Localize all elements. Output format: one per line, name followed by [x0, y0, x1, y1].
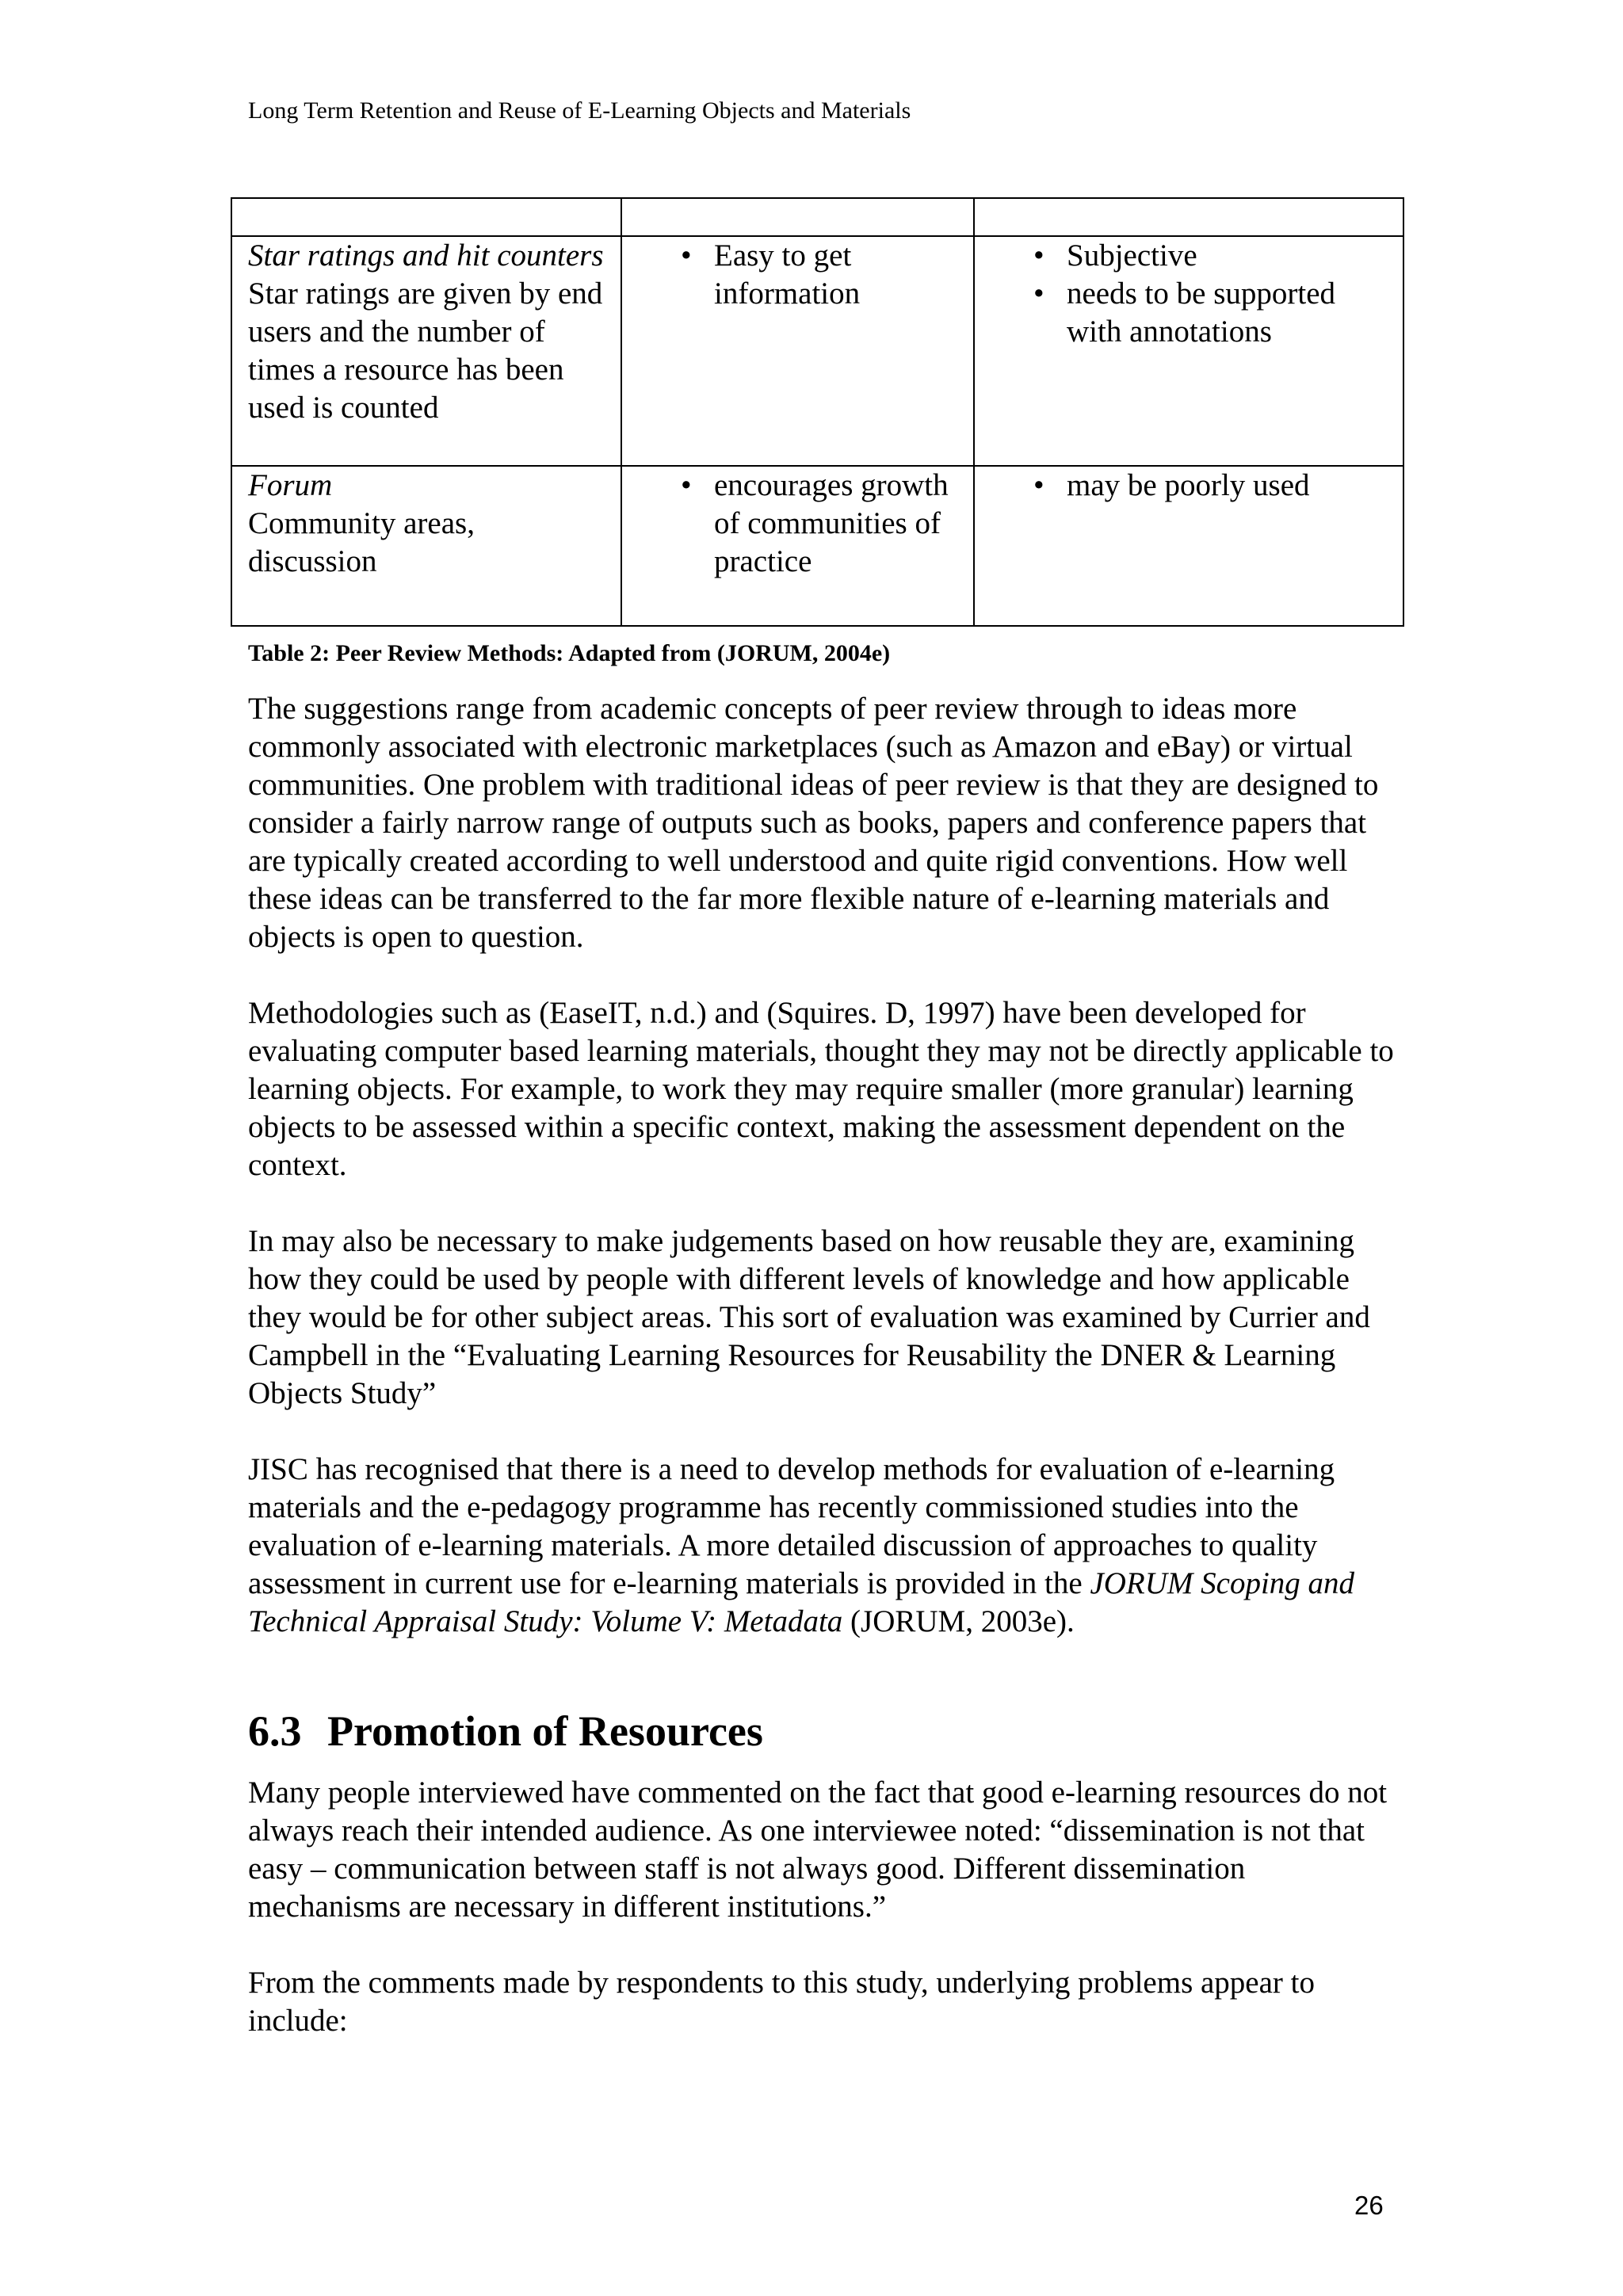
section-number: 6.3: [248, 1707, 302, 1755]
advantages-cell: [621, 466, 974, 626]
method-cell: [231, 466, 621, 626]
list-item: • Subjective: [991, 237, 1392, 275]
method-description: Star ratings are given by end users and the number of times a resource has been used is counted: [248, 277, 603, 425]
table-row: [231, 198, 1403, 236]
advantages-list: [638, 237, 962, 313]
disadvantages-list: [991, 237, 1392, 351]
paragraph: The suggestions range from academic concepts of peer review through to ideas more commonly associated with electronic marketplaces (such as Amazon and eBay) or virtual communities. One problem with traditional ideas of peer review is that they are designed to consider a fairly narrow range of outputs such as books, papers and conference papers that are typically created according to well understood and quite rigid conventions. How well these ideas can be transferred to the far more flexible nature of e-learning materials and objects is open to question.: [248, 692, 1379, 954]
method-description: Community areas, discussion: [248, 506, 475, 578]
table-cell: [621, 198, 974, 236]
page-number: 26: [1354, 2191, 1384, 2220]
table-row: [231, 236, 1403, 466]
advantages-cell: [621, 236, 974, 466]
list-item: • encourages growth of communities of practice: [638, 467, 962, 581]
list-item: • needs to be supported with annotations: [991, 275, 1392, 351]
paragraph: In may also be necessary to make judgements based on how reusable they are, examining how they could be used by people with different levels of knowledge and how applicable they would be for other subject areas. This sort of evaluation was examined by Currier and Campbell in the “Evaluating Learning Resources for Reusability the DNER & Learning Objects Study”: [248, 1224, 1370, 1410]
method-cell: [231, 236, 621, 466]
method-title: Star ratings and hit counters: [248, 238, 604, 273]
disadvantages-cell: [974, 466, 1403, 626]
paragraph: Methodologies such as (EaseIT, n.d.) and (Squires. D, 1997) have been developed for evaluating computer based learning materials, thought they may not be directly applicable to learning objects. For example, to work they may require smaller (more granular) learning objects to be assessed within a specific context, making the assessment dependent on the context.: [248, 996, 1394, 1182]
table-cell: [974, 198, 1403, 236]
section-title: Promotion of Resources: [327, 1707, 763, 1755]
list-item: • Easy to get information: [638, 237, 962, 313]
study-title: JORUM Scoping and Technical Appraisal Study: Volume V: Metadata: [248, 1566, 1355, 1638]
paragraph: Many people interviewed have commented on the fact that good e-learning resources do not always reach their intended audience. As one interviewee noted: “dissemination is not that easy – communication between staff is not always good. Different dissemination mechanisms are necessary in different institutions.”: [248, 1775, 1388, 1924]
table-cell: [231, 198, 621, 236]
table-row: [231, 466, 1403, 626]
disadvantages-cell: [974, 236, 1403, 466]
peer-review-table: [231, 197, 1404, 627]
running-head: Long Term Retention and Reuse of E-Learning Objects and Materials: [248, 97, 911, 124]
paragraph-text: (JORUM, 2003e).: [842, 1604, 1075, 1638]
paragraph: [248, 1451, 1405, 1641]
advantages-list: [638, 467, 962, 581]
paragraph: From the comments made by respondents to this study, underlying problems appear to include:: [248, 1966, 1315, 2038]
table-caption: Table 2: Peer Review Methods: Adapted from (JORUM, 2004e): [248, 640, 891, 666]
paragraph-text: JISC has recognised that there is a need to develop methods for evaluation of e-learning materials and the e-pedagogy programme has recently commissioned studies into the evaluation of e-learning materials. A more detailed discussion of approaches to quality assessment in current use for e-learning materials is provided in the: [248, 1452, 1335, 1600]
method-title: Forum: [248, 468, 333, 502]
disadvantages-list: [991, 467, 1392, 505]
list-item: • may be poorly used: [991, 467, 1392, 505]
section-heading: [248, 1706, 763, 1756]
